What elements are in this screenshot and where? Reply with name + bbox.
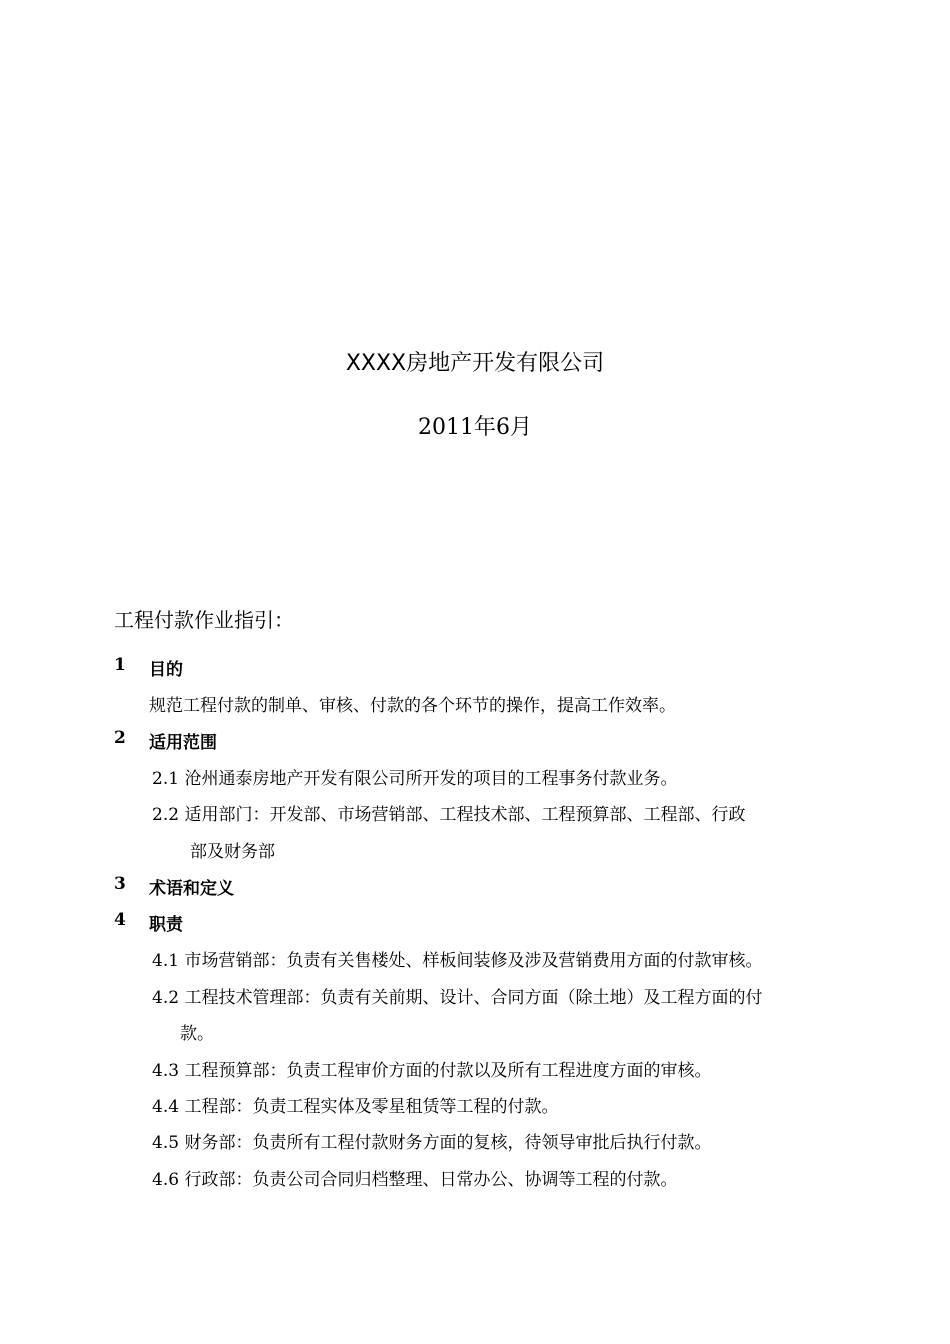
item-4-1: 4.1 市场营销部：负责有关售楼处、样板间装修及涉及营销费用方面的付款审核。 xyxy=(152,951,763,971)
section-2-number: 2 xyxy=(114,728,126,748)
document-date: 2011年6月 xyxy=(418,415,532,440)
item-2-2-line1: 2.2 适用部门：开发部、市场营销部、工程技术部、工程预算部、工程部、行政 xyxy=(152,805,746,825)
company-name: XXXX房地产开发有限公司 xyxy=(345,351,605,376)
section-3-title: 术语和定义 xyxy=(149,879,234,899)
section-2-title: 适用范围 xyxy=(149,733,217,753)
item-2-2-line2: 部及财务部 xyxy=(190,842,275,862)
item-4-4: 4.4 工程部：负责工程实体及零星租赁等工程的付款。 xyxy=(152,1097,559,1117)
section-4-number: 4 xyxy=(114,910,126,930)
section-3-number: 3 xyxy=(114,874,126,894)
section-1-number: 1 xyxy=(114,655,126,675)
item-4-2-line2: 款。 xyxy=(180,1024,214,1044)
item-4-5: 4.5 财务部：负责所有工程付款财务方面的复核，待领导审批后执行付款。 xyxy=(152,1133,712,1153)
section-4-title: 职责 xyxy=(149,915,183,935)
item-4-3: 4.3 工程预算部：负责工程审价方面的付款以及所有工程进度方面的审核。 xyxy=(152,1061,712,1081)
item-2-1: 2.1 沧州通泰房地产开发有限公司所开发的项目的工程事务付款业务。 xyxy=(152,769,678,789)
section-1-paragraph: 规范工程付款的制单、审核、付款的各个环节的操作，提高工作效率。 xyxy=(149,696,676,716)
guide-title: 工程付款作业指引： xyxy=(114,608,294,632)
section-1-title: 目的 xyxy=(149,660,183,680)
item-4-6: 4.6 行政部：负责公司合同归档整理、日常办公、协调等工程的付款。 xyxy=(152,1170,678,1190)
item-4-2-line1: 4.2 工程技术管理部：负责有关前期、设计、合同方面（除土地）及工程方面的付 xyxy=(152,988,763,1008)
